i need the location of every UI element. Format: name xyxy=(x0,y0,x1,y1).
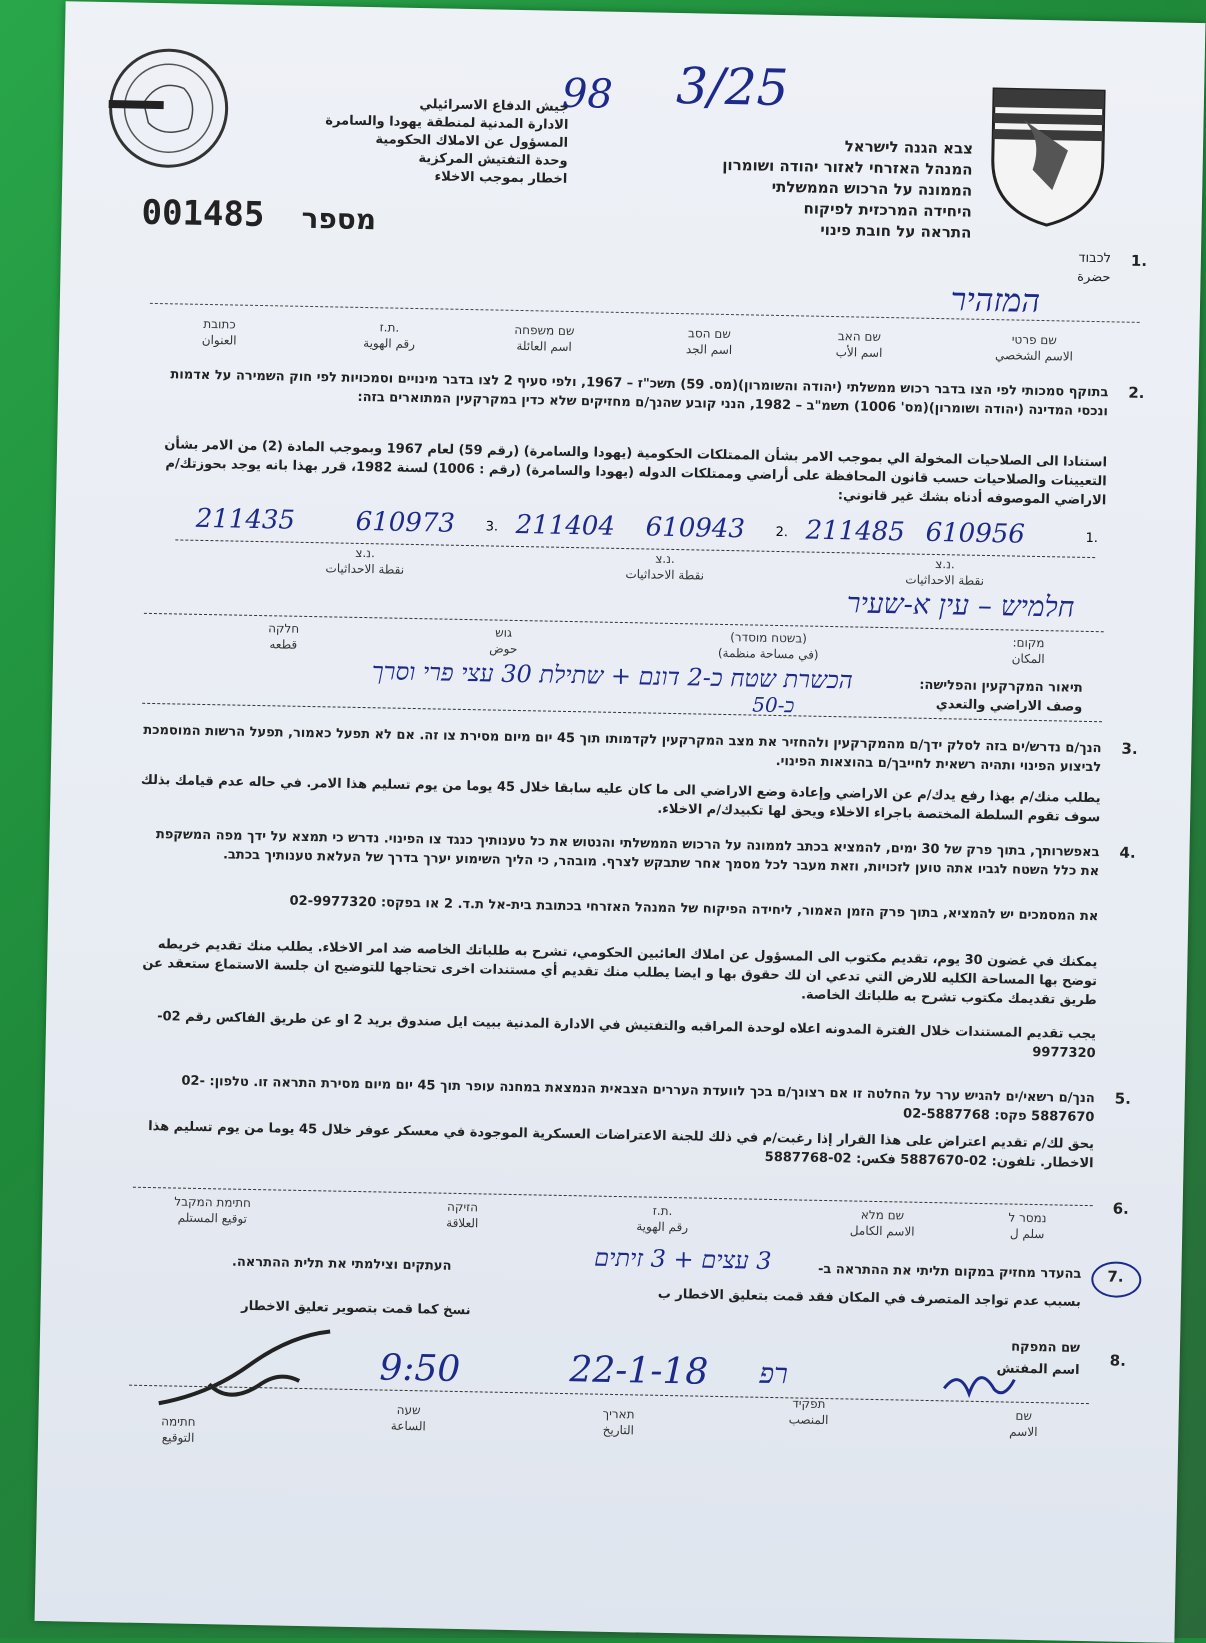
handwritten-description: הכשרת שטח כ-2 דונם + שתילת 30 עצי פרי וסרך xyxy=(371,657,854,695)
section-3-hebrew: הנך/ם נדרש/ים בזה לסלק ידך/ם מהמקרקעין ולהחזיר את מצב המקרקעין לקדמותו תוך 45 יום מיום מסירת צו זה. אם לא תפעל כאמור, תפעל הרשות המוסמכת לביצוע הפינוי ותהיה רשאית לחייבך/ם בהוצאות הפינוי. xyxy=(143,722,1102,776)
to-label: לכבוד حضرة xyxy=(1077,250,1112,286)
section-3-arabic: يطلب منك/م بهذا رفع يدك/م عن الاراضي وإعادة وضع الاراضي الى ما كان عليه سابقا خلال 45 يوما من يوم تسليم هذا الامر. في حاله عدم قيامك بذلك سوف تقوم السلطة المختصة باجراء الاخلاء ويحق لها تكبيدك/م الاخلاء. xyxy=(140,772,1101,826)
section-1-number: 1. xyxy=(1130,251,1148,271)
description-label: תיאור המקרקעין והפלישה: وصف الاراضي والتعدي xyxy=(919,677,1083,715)
col-grandfather-name: שם הסב اسم الجد xyxy=(685,326,733,358)
col-first-name: שם פרטי الاسم الشخصي xyxy=(994,332,1074,364)
relation-label: הזיקה العلاقة xyxy=(446,1199,479,1231)
section-7-number: 7. xyxy=(1107,1267,1124,1286)
section-7-hebrew: בהעדר מחזיק במקום תליתי את ההתראה ב- xyxy=(817,1261,1082,1282)
round-stamp-icon xyxy=(102,42,234,174)
delivered-to-label: נמסר ל سلم ل xyxy=(1008,1210,1047,1242)
handwritten-role: רפ xyxy=(759,1356,789,1391)
handwritten-number-325: 3/25 xyxy=(675,56,789,118)
name-label: שם الاسم xyxy=(1009,1408,1038,1440)
coord-2-a: 610943 xyxy=(645,512,746,545)
section-2-arabic: استنادا الى الصلاحيات المخولة الي بموجب الامر بشأن الممتلكات الحكومية (يهودا والسامرة) (رقم 59) لعام 1967 وبموجب المادة (2) من الامر بشأن التعيينات والصلاحيات حسب قانون المحافظة على أراضي وممتلكات الدوله (يهودا والسامرة) (رقم : 1006) لسنة 1982، قرر بهذا بانه يوجد بحوزتك/م الاراضي الموصوفه أدناه بشك غير قانوني: xyxy=(164,437,1108,509)
col-family-name: שם משפחה اسم العائلة xyxy=(514,322,575,354)
section-7-arabic: بسبب عدم تواجد المتصرف في المكان فقد قمت بتعليق الاخطار ب xyxy=(657,1286,1082,1310)
full-name-label: שם מלא الاسم الكامل xyxy=(849,1207,915,1239)
arabic-header: جيش الدفاع الاسرائيلي الادارة المدنية لمنطقة يهودا والسامرة المسؤول عن الاملاك الحكومية وحدة التفتيش المركزية اخطار بموجب الاخلاء xyxy=(325,97,569,187)
col-address: כתובת العنوان xyxy=(201,316,237,348)
id-label: ת.ז. رقم الهوية xyxy=(636,1203,689,1235)
section-7-hebrew-2: העתקים וצילמתי את תלית ההתראה. xyxy=(231,1254,452,1274)
section-4-hebrew-bold: את המסמכים יש להמציא, בתוך פרק הזמן האמור, ליחידה הפיקוח של המנהל האזרחי בכתובת בית-אל ת.ד. 2 או בפקס: 02-9977320 xyxy=(289,893,1099,925)
coord-1-a: 610956 xyxy=(925,517,1026,550)
section-7-arabic-2: نسخ كما قمت بتصوير تعليق الاخطار xyxy=(241,1298,471,1319)
section-4-arabic: يمكنك في غضون 30 يوم، تقديم مكتوب الى المسؤول عن املاك العائبين الحكومي، تشرح به طلباتك الخاصه ضد امر الاخلاء. يطلب منك تقديم خريطه توضح بها المساحة الكليه للارض التي تدعي ان لك حقوق بها و ايضا يطلب منك تقديم أي مستندات اخرى تحتاجها للتوضيح ان جلسة الاستماع ستعقد عن طريق تقديمك مكتوب تشرح به طلباتك الخاصة. xyxy=(142,937,1098,1009)
handwritten-number-98: 98 xyxy=(561,70,614,118)
coordinates-row: 1. 610956 211485 2. 610943 211404 3. 610973 211435 נ.צ. نقطة الاحداثيات נ.צ. نقطة الاحداثيات נ.צ. نقطة الاحداثيات xyxy=(145,503,1126,592)
block-label: גוש حوض xyxy=(489,625,518,656)
signature-label: חתימה التوقيع xyxy=(161,1414,196,1445)
handwritten-date: 22-1-18 xyxy=(569,1349,709,1393)
time-label: שעה الساعة xyxy=(390,1402,426,1434)
section-5-number: 5. xyxy=(1114,1089,1132,1108)
coord-2-b: 211404 xyxy=(515,509,616,542)
handwritten-name: המזהיר xyxy=(950,280,1041,320)
handwritten-time: 9:50 xyxy=(379,1347,461,1391)
section-4-hebrew: באפשרותך, בתוך פרק של 30 ימים, להמציא בכתב לממונה על הרכוש הממשלתי והנטוש את כל טענותיך כנגד צו הפינוי. נדרש כי תמצא על ידך מפה המשקפת את כלל השטח לגביו אתה טוען לזכויות, וזאת מעבר לכל מסמך אחר שתבקש לצרף. מובהר, כי הליך השימוע יערך בדרך של העלאת טענותיך בכתב. xyxy=(155,827,1100,880)
section-5-arabic: يحق لك/م تقديم اعتراض على هذا القرار إذا رغبت/م في ذلك للجنة الاعتراضات العسكرية الموجودة في معسكر عوفر خلال 45 يوما من يوم تسليم هذا الاخطار. تلفون: 02-5887670 فكس: 02-5887768 xyxy=(148,1119,1095,1172)
hebrew-header: צבא הגנה לישראל המנהל האזרחי לאזור יהודה ושומרון הממונה על הרכוש הממשלתי היחידה המרכזית לפיקוח התראה על חובת פינוי xyxy=(722,137,974,242)
handwritten-location: חלמיש – עין א-שעיר xyxy=(846,586,1075,624)
date-label: תאריך التاريخ xyxy=(602,1406,635,1438)
serial-label: מספר xyxy=(301,201,377,237)
section-2-number: 2. xyxy=(1128,383,1145,402)
section-4-arabic-bold: يجب تقديم المستندات خلال الفترة المدونه اعلاه لوحدة المراقبه والتفتيش في الادارة المدنية ببيت ايل صندوق بريد 2 او عن طريق الفاكس رقم 02-9977320 xyxy=(156,1009,1097,1062)
recipient-signature-label: חתימת המקבל توقيع المستلم xyxy=(174,1194,252,1226)
coord-3-a: 610973 xyxy=(355,506,456,539)
inspector-name-he: שם המפקח xyxy=(1011,1339,1081,1356)
inspector-name-ar: اسم المفتش xyxy=(996,1361,1080,1378)
coord-3-b: 211435 xyxy=(195,503,296,536)
section-3-number: 3. xyxy=(1121,739,1138,758)
section-5-hebrew: הנך/ם רשאי/ים להגיש ערר על החלטה זו אם רצונך/ם בכך לוועדת העררים הצבאית הנמצאת במחנה עופר תוך 45 יום מיום מסירת התראה זו. טלפון: 02-5887670 פקס: 02-5887768 xyxy=(181,1073,1095,1126)
official-signature-icon xyxy=(149,1323,351,1417)
settled-area-label: (בשטח מוסדר) (في مساحة منظمة) xyxy=(717,630,819,662)
handwritten-copies: 3 עצים + 3 זיתים xyxy=(593,1243,772,1275)
section-8-number: 8. xyxy=(1109,1351,1127,1370)
handwritten-description-2: כ-50 xyxy=(752,692,795,718)
col-id: ת.ז. رقم الهوية xyxy=(363,320,416,351)
serial-number: 001485 xyxy=(141,192,265,236)
col-father-name: שם האב اسم الأب xyxy=(835,329,883,360)
section-2-hebrew: בתוקף סמכותי לפי הצו בדבר רכוש ממשלתי (יהודה והשומרון)(מס. 59) תשכ"ז – 1967, ולפי סעיף 2 לצו בדבר מינויים וסמכויות לפי חוק השמירה על אדמות ונכסי המדינה (יהודה ושומרון)(מס' 1006) תשמ"ב – 1982, הנני קובע שהנך/ם מחזיקים שלא כדין במקרקעין המתוארים בזה: xyxy=(170,367,1109,420)
location-label: מקום: المكان xyxy=(1011,635,1045,667)
emblem-icon xyxy=(981,79,1114,231)
section-4-number: 4. xyxy=(1119,843,1136,862)
eviction-notice-document xyxy=(35,1,1206,1643)
role-label: תפקיד المنصب xyxy=(788,1396,829,1428)
parcel-label: חלקה قطعه xyxy=(268,621,300,652)
section-6-number: 6. xyxy=(1112,1199,1129,1218)
coord-1-b: 211485 xyxy=(805,515,906,548)
